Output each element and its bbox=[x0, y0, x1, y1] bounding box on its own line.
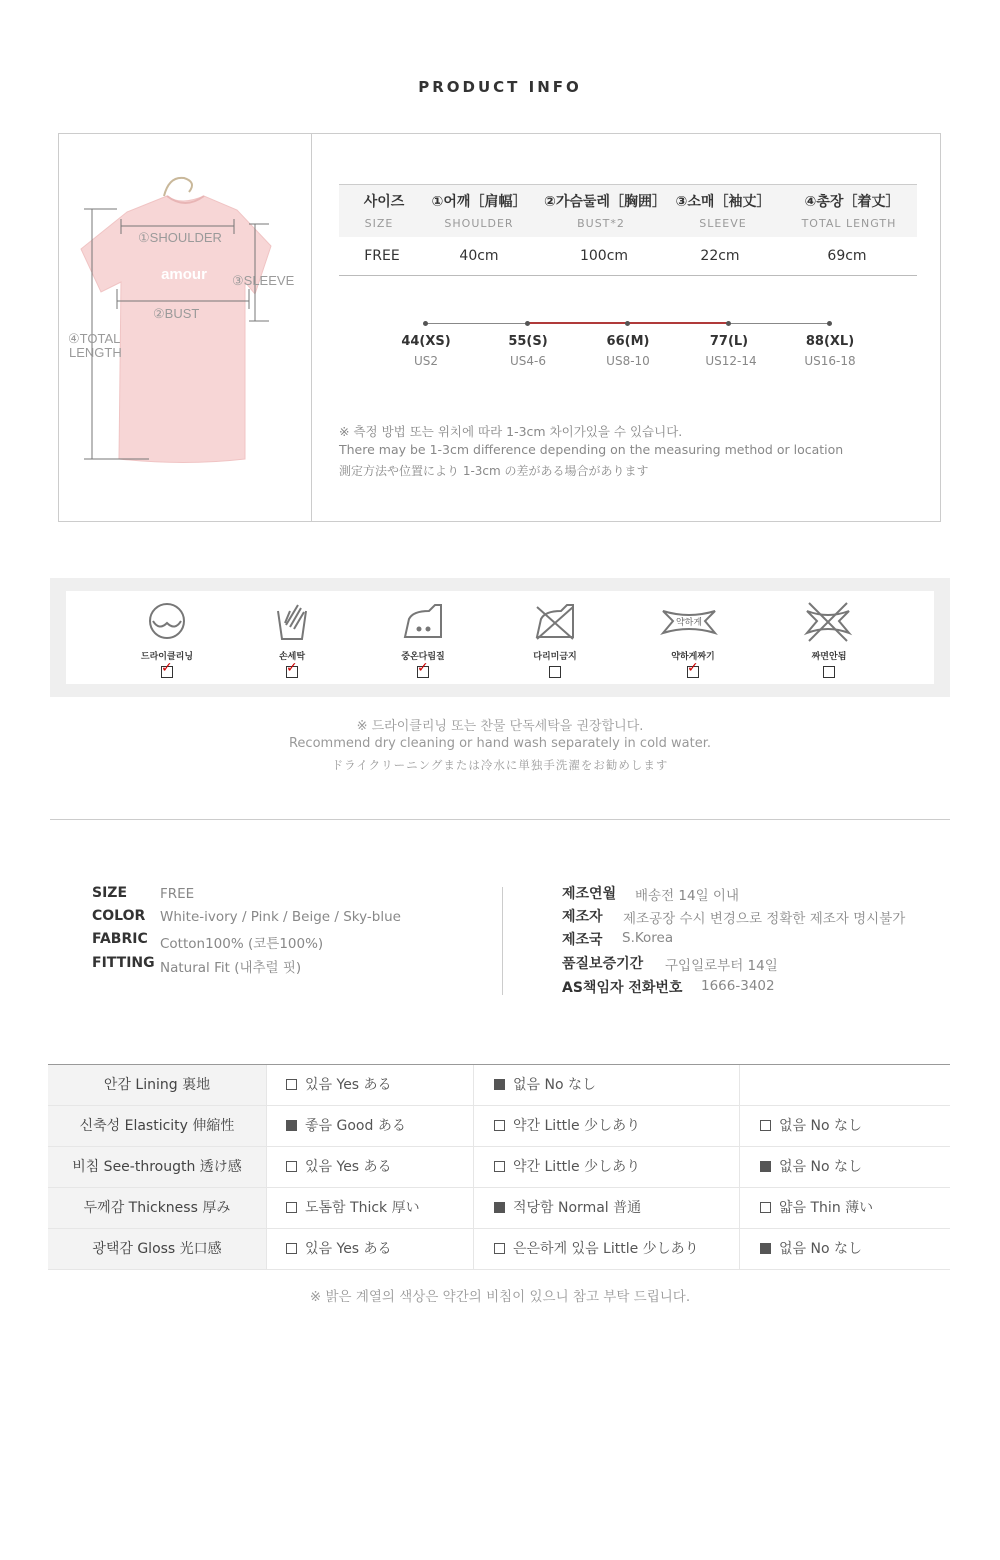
cell-total: 69cm bbox=[827, 248, 867, 264]
fabric-cell-divider bbox=[473, 1188, 474, 1228]
fabric-option-label: 약간 Little 少しあり bbox=[513, 1118, 641, 1134]
fabric-option-label: 있음 Yes ある bbox=[305, 1241, 392, 1257]
scale-size-us: US2 bbox=[413, 354, 439, 368]
fabric-option-label: 있음 Yes ある bbox=[305, 1077, 392, 1093]
fabric-option bbox=[286, 1147, 392, 1187]
fabric-option-label: 적당함 Normal 普通 bbox=[513, 1200, 642, 1216]
fabric-cell-divider bbox=[739, 1065, 740, 1105]
empty-square-marker bbox=[760, 1120, 771, 1131]
fabric-cell-divider bbox=[266, 1188, 267, 1228]
spec-value: Natural Fit (내추럴 핏) bbox=[160, 960, 302, 976]
scale-size-kr: 88(XL) bbox=[805, 334, 855, 349]
spec-key: 제조국 bbox=[562, 932, 603, 948]
care-note-en: Recommend dry cleaning or hand wash separately in cold water. bbox=[288, 736, 711, 751]
measure-note-ja: 測定方法や位置により 1-3cm の差がある場合があります bbox=[339, 464, 649, 478]
spec-value: White-ivory / Pink / Beige / Sky-blue bbox=[160, 909, 401, 925]
care-item bbox=[789, 599, 869, 678]
fabric-cell-divider bbox=[266, 1147, 267, 1187]
care-label: 다리미금지 bbox=[533, 652, 577, 662]
header-sleeve-ko: ③소매［袖丈］ bbox=[675, 194, 771, 210]
care-item bbox=[653, 599, 733, 678]
scale-size-us: US4-6 bbox=[510, 354, 546, 368]
measure-note-en: There may be 1-3cm difference depending on the measuring method or location bbox=[339, 442, 844, 457]
care-item bbox=[515, 599, 595, 678]
fabric-cell-divider bbox=[266, 1106, 267, 1146]
filled-square-marker bbox=[494, 1202, 505, 1213]
cell-shoulder: 40cm bbox=[459, 248, 499, 264]
filled-square-marker bbox=[494, 1079, 505, 1090]
no-iron-icon bbox=[533, 599, 577, 643]
header-sleeve-en: SLEEVE bbox=[699, 217, 747, 230]
header-size-en: SIZE bbox=[364, 217, 394, 230]
care-checkbox: ✓ bbox=[286, 660, 298, 676]
fabric-cell-divider bbox=[473, 1065, 474, 1105]
care-label: 중온다림질 bbox=[401, 652, 445, 662]
scale-size-kr: 55(S) bbox=[508, 334, 548, 349]
fabric-row-header: 안감 Lining 裏地 bbox=[48, 1065, 266, 1105]
spec-value: S.Korea bbox=[622, 930, 674, 946]
care-label: 짜면안됨 bbox=[811, 652, 847, 662]
empty-square-marker bbox=[286, 1079, 297, 1090]
care-checkbox: ✓ bbox=[417, 660, 429, 676]
spec-key: 제조연월 bbox=[562, 886, 617, 902]
fabric-cell-divider bbox=[473, 1106, 474, 1146]
cell-bust: 100cm bbox=[579, 248, 629, 264]
care-checkbox bbox=[549, 666, 561, 678]
care-note-ko: ※ 드라이클리닝 또는 찬물 단독세탁을 권장합니다. bbox=[356, 719, 644, 734]
empty-square-marker bbox=[286, 1161, 297, 1172]
care-checkbox: ✓ bbox=[687, 660, 699, 676]
tshirt-image bbox=[59, 174, 311, 474]
empty-square-marker bbox=[286, 1243, 297, 1254]
scale-tick bbox=[625, 321, 630, 326]
sleeve-label: ③SLEEVE bbox=[232, 273, 295, 288]
care-item bbox=[383, 599, 463, 678]
empty-square-marker bbox=[760, 1202, 771, 1213]
spec-value: 1666-3402 bbox=[701, 978, 775, 994]
fabric-option bbox=[760, 1147, 862, 1187]
size-table bbox=[339, 184, 917, 276]
fabric-option bbox=[286, 1229, 392, 1269]
page-title: PRODUCT INFO bbox=[418, 78, 582, 96]
header-size-ko: 사이즈 bbox=[363, 194, 405, 210]
fabric-cell-divider bbox=[739, 1188, 740, 1228]
fabric-cell-divider bbox=[473, 1229, 474, 1269]
header-shoulder-ko: ①어깨［肩幅］ bbox=[431, 194, 527, 210]
spec-value: FREE bbox=[160, 886, 195, 902]
fabric-table-row bbox=[48, 1188, 950, 1229]
filled-square-marker bbox=[286, 1120, 297, 1131]
spec-key: COLOR bbox=[92, 908, 146, 924]
fabric-option bbox=[760, 1229, 862, 1269]
fabric-table-row bbox=[48, 1106, 950, 1147]
header-total-ko: ④총장［着丈］ bbox=[804, 194, 900, 210]
dry-clean-icon bbox=[145, 599, 189, 643]
fabric-cell-divider bbox=[473, 1147, 474, 1187]
fabric-option bbox=[286, 1065, 392, 1105]
spec-value: 구입일로부터 14일 bbox=[665, 958, 778, 974]
scale-size-us: US12-14 bbox=[705, 354, 757, 368]
care-label: 약하게짜기 bbox=[671, 652, 715, 662]
wring-icon-text: 약하게 bbox=[675, 618, 703, 628]
fabric-option-label: 얇음 Thin 薄い bbox=[779, 1200, 874, 1216]
spec-key: FITTING bbox=[92, 955, 155, 971]
cell-sleeve: 22cm bbox=[700, 248, 740, 264]
spec-key: AS책임자 전화번호 bbox=[562, 980, 683, 996]
total-length-label-2: LENGTH bbox=[69, 345, 122, 360]
empty-square-marker bbox=[494, 1161, 505, 1172]
fabric-option-label: 좋음 Good ある bbox=[305, 1118, 406, 1134]
fabric-cell-divider bbox=[739, 1229, 740, 1269]
care-checkbox: ✓ bbox=[161, 660, 173, 676]
bust-label: ②BUST bbox=[153, 306, 200, 321]
care-label: 손세탁 bbox=[278, 652, 306, 662]
header-bust-en: BUST*2 bbox=[577, 217, 625, 230]
care-checkbox bbox=[823, 666, 835, 678]
scale-tick bbox=[827, 321, 832, 326]
spec-value: 배송전 14일 이내 bbox=[635, 888, 740, 904]
wring-gently-icon bbox=[659, 599, 719, 643]
care-panel-inner bbox=[66, 591, 934, 684]
spec-key: 품질보증기간 bbox=[562, 956, 644, 972]
fabric-option-label: 있음 Yes ある bbox=[305, 1159, 392, 1175]
fabric-row-header: 광택감 Gloss 光口感 bbox=[48, 1229, 266, 1269]
fabric-table-row bbox=[48, 1147, 950, 1188]
care-item bbox=[252, 599, 332, 678]
shoulder-label: ①SHOULDER bbox=[138, 230, 222, 245]
fabric-option-label: 없음 No なし bbox=[513, 1077, 596, 1093]
fabric-option bbox=[286, 1188, 420, 1228]
care-item bbox=[127, 599, 207, 678]
section-divider bbox=[50, 819, 950, 820]
fabric-table-row bbox=[48, 1065, 950, 1106]
care-label: 드라이클리닝 bbox=[140, 652, 194, 662]
scale-size-kr: 44(XS) bbox=[401, 334, 451, 349]
spec-key: FABRIC bbox=[92, 931, 148, 947]
fabric-row-header: 비침 See-througth 透け感 bbox=[48, 1147, 266, 1187]
fabric-option bbox=[494, 1065, 596, 1105]
measure-note-ko: ※ 측정 방법 또는 위치에 따라 1-3cm 차이가있을 수 있습니다. bbox=[339, 424, 683, 439]
cell-size: FREE bbox=[364, 248, 400, 264]
fabric-option-label: 없음 No なし bbox=[779, 1118, 862, 1134]
empty-square-marker bbox=[494, 1120, 505, 1131]
size-info-box bbox=[58, 133, 941, 522]
fabric-option bbox=[286, 1106, 406, 1146]
scale-size-us: US16-18 bbox=[804, 354, 856, 368]
scale-tick bbox=[726, 321, 731, 326]
header-shoulder-en: SHOULDER bbox=[444, 217, 514, 230]
spec-value: 제조공장 수시 변경으로 정확한 제조자 명시불가 bbox=[623, 911, 906, 927]
fabric-option bbox=[494, 1106, 640, 1146]
total-length-label-1: ④TOTAL bbox=[68, 331, 121, 346]
fabric-table bbox=[48, 1064, 950, 1270]
fabric-option bbox=[494, 1229, 699, 1269]
scale-tick bbox=[423, 321, 428, 326]
footnote: ※ 밝은 계열의 색상은 약간의 비침이 있으니 참고 부탁 드립니다. bbox=[309, 1289, 691, 1305]
spec-key: SIZE bbox=[92, 885, 128, 901]
fabric-option-label: 은은하게 있음 Little 少しあり bbox=[513, 1241, 699, 1257]
fabric-option-label: 없음 No なし bbox=[779, 1159, 862, 1175]
hand-wash-icon bbox=[270, 599, 314, 643]
fabric-cell-divider bbox=[266, 1229, 267, 1269]
fabric-option-label: 도톰함 Thick 厚い bbox=[305, 1200, 420, 1216]
fabric-option bbox=[760, 1106, 862, 1146]
care-panel bbox=[50, 578, 950, 697]
fabric-cell-divider bbox=[739, 1147, 740, 1187]
size-table-header bbox=[339, 184, 917, 237]
iron-medium-icon bbox=[401, 599, 445, 643]
header-total-en: TOTAL LENGTH bbox=[801, 217, 897, 230]
empty-square-marker bbox=[286, 1202, 297, 1213]
fabric-option bbox=[494, 1188, 641, 1228]
spec-divider bbox=[502, 887, 503, 995]
filled-square-marker bbox=[760, 1243, 771, 1254]
header-bust-ko: ②가슴둘레［胸囲］ bbox=[544, 194, 666, 210]
size-table-row bbox=[339, 237, 917, 276]
scale-size-us: US8-10 bbox=[606, 354, 650, 368]
fabric-option bbox=[760, 1188, 873, 1228]
care-note-ja: ドライクリーニングまたは冷水に単独手洗濯をお勧めします bbox=[331, 758, 669, 772]
spec-key: 제조자 bbox=[562, 909, 603, 925]
filled-square-marker bbox=[760, 1161, 771, 1172]
scale-size-kr: 77(L) bbox=[709, 334, 749, 349]
garment-diagram-panel bbox=[59, 134, 312, 521]
fabric-cell-divider bbox=[739, 1106, 740, 1146]
fabric-row-header: 신축성 Elasticity 伸縮性 bbox=[48, 1106, 266, 1146]
shirt-print-text: amour bbox=[161, 266, 207, 283]
no-wring-icon bbox=[803, 599, 853, 643]
fabric-table-row bbox=[48, 1229, 950, 1270]
fabric-option bbox=[494, 1147, 640, 1187]
scale-tick bbox=[525, 321, 530, 326]
fabric-row-header: 두께감 Thickness 厚み bbox=[48, 1188, 266, 1228]
fabric-cell-divider bbox=[266, 1065, 267, 1105]
fabric-option-label: 없음 No なし bbox=[779, 1241, 862, 1257]
fabric-option-label: 약간 Little 少しあり bbox=[513, 1159, 641, 1175]
spec-value: Cotton100% (코튼100%) bbox=[160, 936, 324, 952]
scale-size-kr: 66(M) bbox=[606, 334, 650, 349]
empty-square-marker bbox=[494, 1243, 505, 1254]
